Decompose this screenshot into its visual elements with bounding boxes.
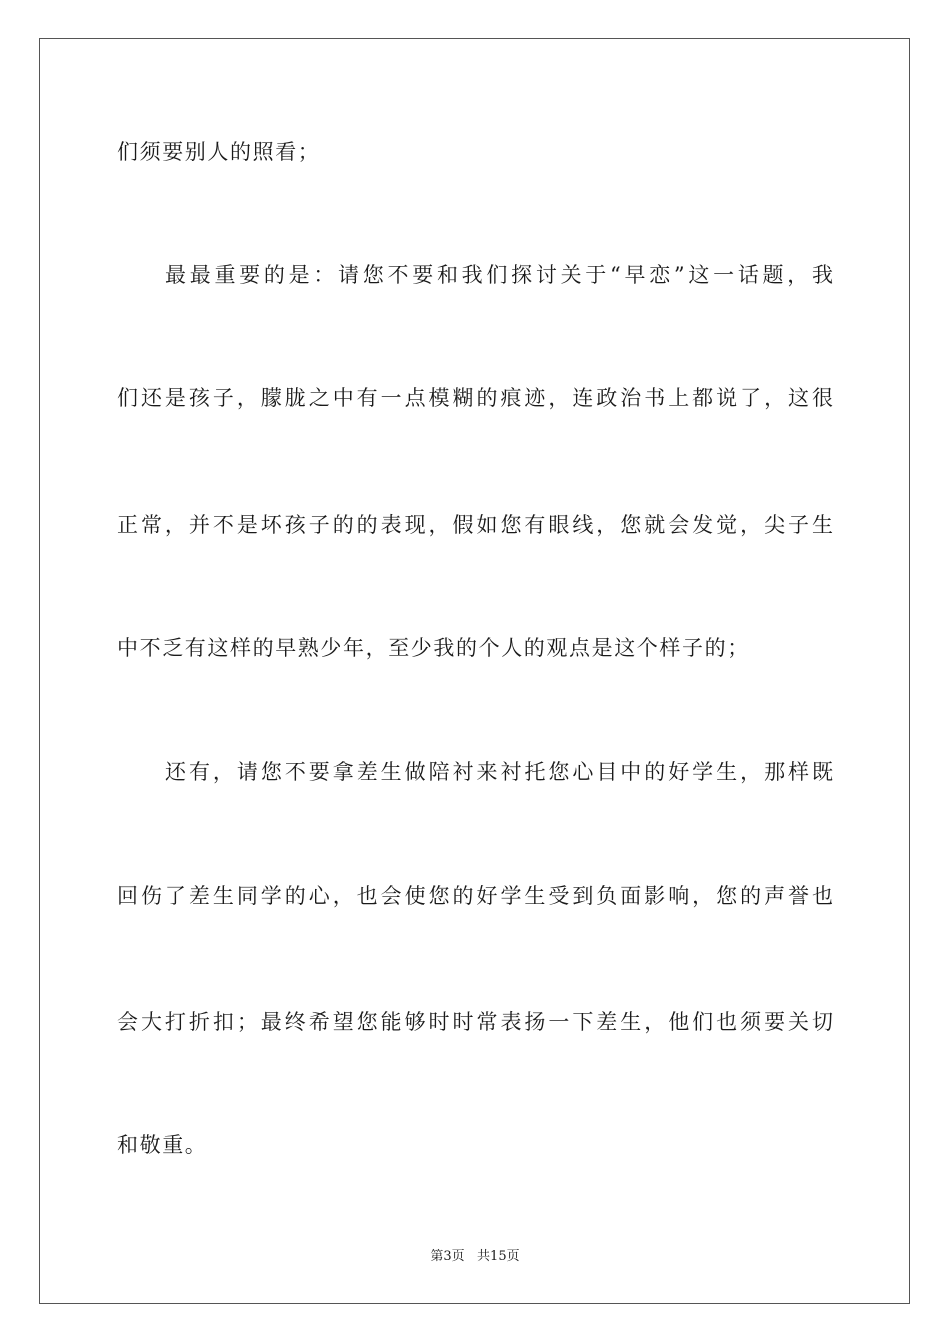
paragraph-line-2: 最最重要的是：请您不要和我们探讨关于“早恋”这一话题，我 [165,263,833,287]
paragraph-line-6: 还有，请您不要拿差生做陪衬来衬托您心目中的好学生，那样既 [165,760,833,784]
paragraph-line-9: 和敬重。 [117,1133,208,1157]
paragraph-line-8: 会大打折扣；最终希望您能够时时常表扬一下差生，他们也须要关切 [117,1010,833,1034]
paragraph-line-4: 正常，并不是坏孩子的的表现，假如您有眼线，您就会发觉，尖子生 [117,513,833,537]
paragraph-line-1: 们须要别人的照看； [117,140,321,164]
paragraph-line-3: 们还是孩子，朦胧之中有一点模糊的痕迹，连政治书上都说了，这很 [117,386,833,410]
page-border [39,38,910,1304]
page-number-footer: 第3页 共15页 [430,1249,520,1264]
paragraph-line-7: 回伤了差生同学的心，也会使您的好学生受到负面影响，您的声誉也 [117,884,833,908]
paragraph-line-5: 中不乏有这样的早熟少年，至少我的个人的观点是这个样子的； [117,636,750,660]
